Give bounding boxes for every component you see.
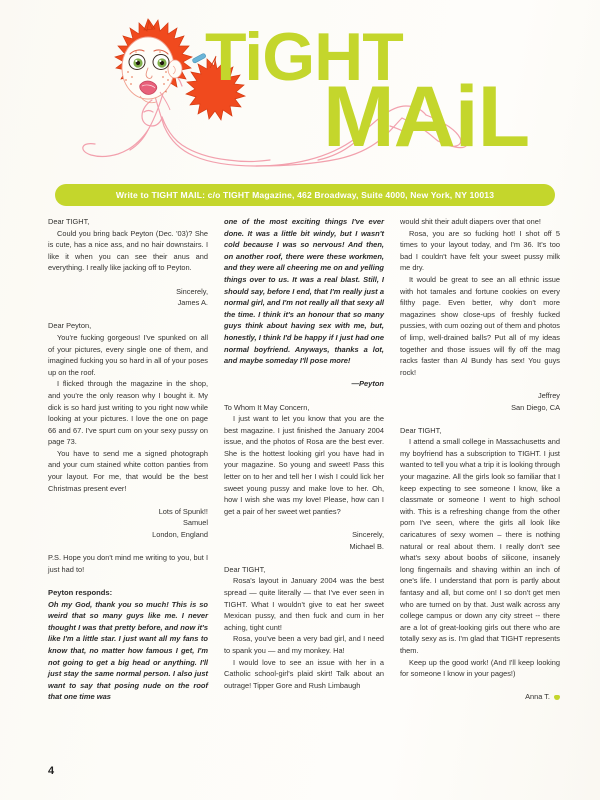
- letter-salutation: To Whom It May Concern,: [224, 402, 310, 412]
- letter-paragraph: Keep up the good work! (And I'll keep looking for someone I know in your pages!): [400, 657, 560, 679]
- peyton-responds-text: one of the most exciting things I've ever done. It was a little bit windy, but I wasn't cold because I was so nervous! And then, on another roof, there were these workmen, and they were all cheering me on and yelling things over to us. It was a real blast. Still, I should say, before I end, that I'm really just a normal girl, and I'm not really all that sexy all the time. I think it's an honour that so many guys think about having sex with me, but, honestly, I think I'd be happy if I just had one normal boyfriend. Anyways, thanks a lot, and maybe someday I'll pose more!: [224, 217, 384, 366]
- masthead: [0, 0, 600, 180]
- letter-paragraph: I attend a small college in Massachusetts and my boyfriend has a subscription to TIGHT. I just wanted to tell you what a trip it is looking through your magazine. All the girls look so familiar that I keep expecting to see someone I know, like a classmate or someone I went to high school with. This is a refreshing change from the other porn I've seen, where the girls all look like caricatures of sexy women – there is nothing natural or real about them. I really don't see what's sexy about boobs of silicone, insanely long fingernails and shaving within an inch of one's life. I understand that porn is partly about fantasy and all, but come on! I so don't get men who are turned on by that. Just walk across any college campus or down any city street -- there are a lot of great-looking girls out there who are totally sexy as is. I'm glad that TIGHT represents them.: [400, 437, 560, 655]
- text-column-3: [400, 216, 560, 778]
- letter-signature: Sincerely,: [352, 530, 384, 540]
- letter-salutation: Dear Peyton,: [48, 321, 92, 331]
- letter-signature: Sincerely,: [176, 286, 208, 296]
- logo-line-1: TiGHT: [205, 19, 403, 95]
- letter-paragraph: It would be great to see an all ethnic issue with hot tamales and fortune cookies on every filthy page. Even better, why don't more magazines show close-ups of freshly fucked pussies, with cum oozing out of them and photos of limp, well-drained balls? Put all of my ideas together and those issues will fly off the mag racks faster than Al Bundy has sex! You guys rock!: [400, 274, 560, 377]
- letter-paragraph: You have to send me a signed photograph and your cum stained white cotton panties from your layout. For me, that would be the best Christmas present ever!: [48, 448, 208, 493]
- letters-columns: [48, 216, 560, 778]
- address-banner-text: Write to TIGHT MAIL: c/o TIGHT Magazine, 462 Broadway, Suite 4000, New York, NY 10013: [115, 190, 495, 200]
- letter-paragraph: I flicked through the magazine in the shop, and you're the only reason why I bought it. My dick is so hard just writing to you right now while looking at your pictures. I love the one on page 66 and 67. I've spurt cum on your sexy pussy on page 73.: [48, 379, 208, 447]
- letter-salutation: Dear TIGHT,: [48, 217, 90, 226]
- letter-signature: Anna T.: [400, 691, 560, 703]
- pinup-illustration: [60, 14, 480, 184]
- letter-paragraph: Rosa, you've been a very bad girl, and I need to spank you — and my monkey. Ha!: [224, 634, 384, 655]
- letter-salutation: Dear TIGHT,: [400, 425, 442, 435]
- letter-signature: Jeffrey: [537, 390, 560, 400]
- page-number: 4: [48, 765, 55, 777]
- letter-paragraph: P.S. Hope you don't mind me writing to you, but I just had to!: [48, 553, 208, 574]
- text-column-2: [224, 216, 384, 778]
- letter-paragraph: Could you bring back Peyton (Dec. '03)? She is cute, has a nice ass, and no hair downstairs. I like it when you can see their anus and everything. I really like jacking off to Peyton.: [48, 228, 208, 273]
- letter-salutation: Dear TIGHT,: [224, 564, 266, 574]
- letter-paragraph: would shit their adult diapers over that one!: [400, 217, 541, 226]
- letter-paragraph: You're fucking gorgeous! I've spunked on all of your pictures, every single one of them, and imagined fucking you so hard in all of your poses up on the roof.: [48, 332, 208, 377]
- text-column-1: [48, 216, 208, 778]
- letter-signature: Samuel: [182, 518, 208, 528]
- letter-paragraph: Rosa, you are so fucking hot! I shot off 5 times to your layout today, and I'm 36. It's too bad I couldn't have felt your sweet pussy milk me dry.: [400, 228, 560, 273]
- peyton-responds-heading: Peyton responds:: [48, 588, 113, 597]
- letter-signature: Lots of Spunk!!: [158, 506, 208, 516]
- letter-signature: San Diego, CA: [511, 402, 560, 412]
- peyton-responds-signature: —Peyton: [351, 379, 384, 389]
- address-banner: [55, 184, 555, 206]
- peyton-responds-text: Oh my God, thank you so much! This is so weird that so many guys like me. I never thought I was that pretty before, and now it's like I'm a little star. I just want all my fans to know that, no matter how famous I get, I'm not going to get a big head or anything. I'll just stay the same normal person. I also just want to say that posing nude on the roof that one time was: [48, 599, 208, 702]
- letter-paragraph: I would love to see an issue with her in a Catholic school-girl's plaid skirt! Talk about an outrage! Tipper Gore and Rush Limbaugh: [224, 657, 384, 690]
- end-mark-icon: [554, 695, 560, 700]
- letter-paragraph: Rosa's layout in January 2004 was the best spread — quite literally — that I've ever seen in TIGHT. What I wouldn't give to eat her sweet Mexican pussy, and then fuck and cum in her aching, tight cunt!: [224, 576, 384, 632]
- letter-paragraph: I just want to let you know that you are the best magazine. I just finished the January 2004 issue, and the photos of Rosa are the best ever. She is the hottest looking girl you have had in your magazine. So young and sweet! Pass this letter on to her and tell her I wish I could lick her sweet young pussy and make love to her. Oh, how I wish she was my love! Please, how can I get a pair of her sweet wet panties?: [224, 414, 384, 516]
- logo-line-2: MAiL: [323, 69, 530, 158]
- letter-signature: Michael B.: [349, 541, 384, 551]
- letter-signature: London, England: [152, 530, 208, 540]
- letter-signature: James A.: [177, 298, 208, 308]
